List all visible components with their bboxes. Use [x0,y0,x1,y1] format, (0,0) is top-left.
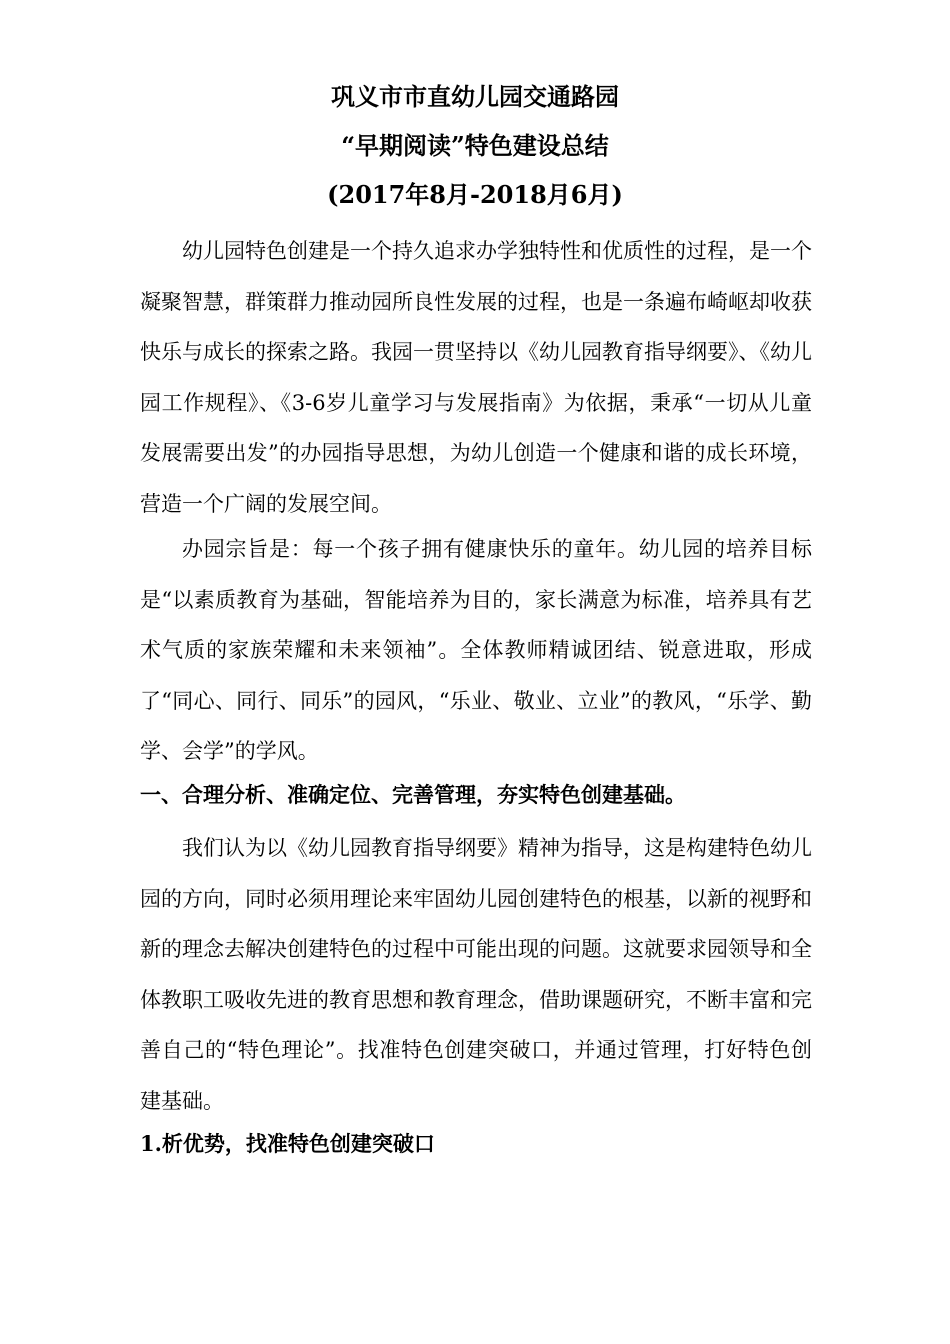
intro-paragraph: 幼儿园特色创建是一个持久追求办学独特性和优质性的过程，是一个凝聚智慧，群策群力推动园所良性发展的过程，也是一条遍布崎岖却收获快乐与成长的探索之路。我园一贯坚持以《幼儿园教育指导纲要》、《幼儿园工作规程》、《3-6岁儿童学习与发展指南》为依据，秉承“一切从儿童发展需要出发”的办园指导思想，为幼儿创造一个健康和谐的成长环境， 营造一个广阔的发展空间。 [140,239,812,516]
document-title-line-1: 巩义市市直幼儿园交通路园 [331,82,619,111]
mission-paragraph: 办园宗旨是：每一个孩子拥有健康快乐的童年。幼儿园的培养目标是“以素质教育为基础，智能培养为目的，家长满意为标准，培养具有艺术气质的家族荣耀和未来领袖”。全体教师精诚团结、锐意进取，形成了“同心、同行、同乐”的园风，“乐业、敬业、立业”的教风，“乐学、勤学、会学”的学风。 [140,537,812,763]
section-heading-1: 一、合理分析、准确定位、完善管理，夯实特色创建基础。 [140,782,686,807]
document-title-date-range: (2017年8月-2018月6月) [327,180,623,209]
document-title-line-2: “早期阅读”特色建设总结 [341,131,609,160]
section-1-paragraph: 我们认为以《幼儿园教育指导纲要》精神为指导，这是构建特色幼儿园的方向，同时必须用理论来牢固幼儿园创建特色的根基，以新的视野和新的理念去解决创建特色的过程中可能出现的问题。这就要求园领导和全体教职工吸收先进的教育思想和教育理念，借助课题研究，不断丰富和完善自己的“特色理论”。找准特色创建突破口，并通过管理，打好特色创建基础。 [140,836,812,1113]
subsection-heading-1-1: 1.析优势，找准特色创建突破口 [140,1131,435,1156]
